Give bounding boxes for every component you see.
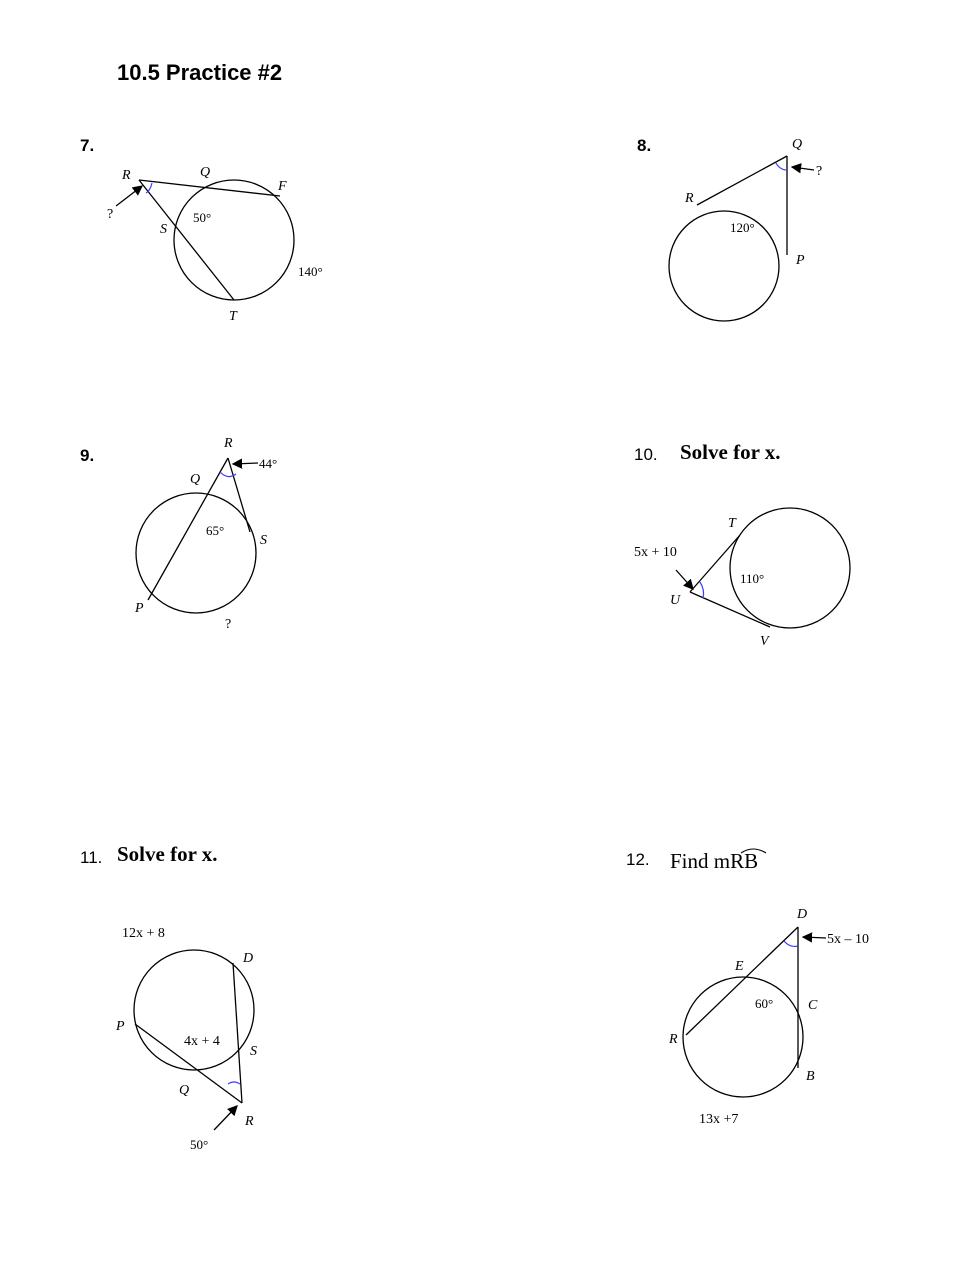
problem-8-circle xyxy=(669,211,779,321)
problem-11-number: 11. xyxy=(80,848,103,867)
problem-7-label-t: T xyxy=(229,309,237,324)
problem-7-unknown: ? xyxy=(107,207,114,222)
problem-12-pointer-arrow xyxy=(803,937,826,938)
problem-11-arc-large: 12x + 8 xyxy=(122,926,165,941)
problem-10-circle xyxy=(730,508,850,628)
problem-11-label-r: R xyxy=(245,1114,254,1129)
problem-7-number: 7. xyxy=(80,136,95,155)
problem-10-figure xyxy=(634,508,850,649)
problem-7-figure xyxy=(107,165,323,324)
problem-9-pointer-arrow xyxy=(233,463,258,464)
problem-8-arc: 120° xyxy=(730,220,755,235)
problem-9-label-p: P xyxy=(135,601,144,616)
problem-7-circle xyxy=(174,180,294,300)
problem-9-angle: 44° xyxy=(259,456,278,471)
problem-12-circle xyxy=(683,977,803,1097)
problem-10-label-t: T xyxy=(728,516,736,531)
problem-10-prompt: Solve for x. xyxy=(680,440,781,464)
problem-10-pointer-arrow xyxy=(676,570,693,589)
problem-12-figure xyxy=(668,907,869,1127)
problem-12-secant-dr xyxy=(686,927,798,1035)
problem-12-label-e: E xyxy=(735,959,744,974)
problem-7-arc-large: 140° xyxy=(298,264,323,279)
problem-11-label-p: P xyxy=(116,1019,125,1034)
problem-10-angle-expr: 5x + 10 xyxy=(634,545,677,560)
problem-11-label-d: D xyxy=(243,951,254,966)
problem-8-number: 8. xyxy=(637,136,652,155)
problem-7-secant-rf xyxy=(139,180,280,196)
problem-9-label-q: Q xyxy=(190,472,201,487)
problem-9-label-s: S xyxy=(260,533,267,548)
problem-8-tangent-qr xyxy=(697,156,787,205)
problem-7-secant-rt xyxy=(139,180,234,300)
problem-8-label-p: P xyxy=(796,253,805,268)
problem-12-angle-expr: 5x – 10 xyxy=(827,932,869,947)
problem-12-arc-small: 60° xyxy=(755,996,774,1011)
problem-10-label-u: U xyxy=(670,593,681,608)
problem-9-figure xyxy=(134,436,277,632)
problem-11-prompt: Solve for x. xyxy=(117,842,218,866)
problem-7-pointer-arrow xyxy=(116,186,142,206)
problem-12-number: 12. xyxy=(626,850,650,869)
problem-11-figure xyxy=(115,926,257,1152)
problem-8-pointer-arrow xyxy=(792,167,814,170)
problem-8-angle-mark xyxy=(776,163,787,170)
problem-12-arc-large: 13x +7 xyxy=(699,1112,739,1127)
page-title: 10.5 Practice #2 xyxy=(117,60,283,85)
problem-8-label-q: Q xyxy=(792,137,803,152)
problem-11-label-q: Q xyxy=(179,1083,190,1098)
problem-11-label-s: S xyxy=(250,1044,257,1059)
problem-10-arc: 110° xyxy=(740,571,765,586)
problem-10-number: 10. xyxy=(634,445,658,464)
problem-12-label-c: C xyxy=(808,998,818,1013)
problem-11-angle-mark xyxy=(228,1082,240,1084)
problem-11-angle: 50° xyxy=(190,1137,209,1152)
problem-7-label-f: F xyxy=(278,179,287,194)
problem-9-angle-mark xyxy=(220,472,236,477)
problem-7-angle-mark xyxy=(146,183,152,193)
problem-9-tangent-rs xyxy=(228,458,250,532)
problem-10-angle-mark xyxy=(700,582,704,598)
problem-8-figure xyxy=(669,137,822,321)
problem-7-label-r: R xyxy=(122,168,131,183)
problem-9-arc-small: 65° xyxy=(206,523,225,538)
problem-8-unknown: ? xyxy=(816,164,823,179)
problem-10-tangent-uv xyxy=(690,592,770,627)
problem-9-number: 9. xyxy=(80,446,95,465)
problem-9-label-r: R xyxy=(224,436,233,451)
problem-8-label-r: R xyxy=(685,191,694,206)
problem-11-pointer-arrow xyxy=(214,1106,237,1130)
problem-11-arc-small: 4x + 4 xyxy=(184,1034,220,1049)
problem-12-angle-mark xyxy=(784,941,798,946)
problem-9-circle xyxy=(136,493,256,613)
problem-12-prompt-text: Find mRB xyxy=(670,849,759,873)
problem-7-label-s: S xyxy=(160,222,167,237)
problem-12-label-d: D xyxy=(797,907,808,922)
problem-10-label-v: V xyxy=(760,634,769,649)
problem-9-unknown: ? xyxy=(225,617,232,632)
problem-12-label-b: B xyxy=(806,1069,815,1084)
problem-7-arc-small: 50° xyxy=(193,210,212,225)
problem-12-label-r: R xyxy=(669,1032,678,1047)
problem-7-label-q: Q xyxy=(200,165,211,180)
